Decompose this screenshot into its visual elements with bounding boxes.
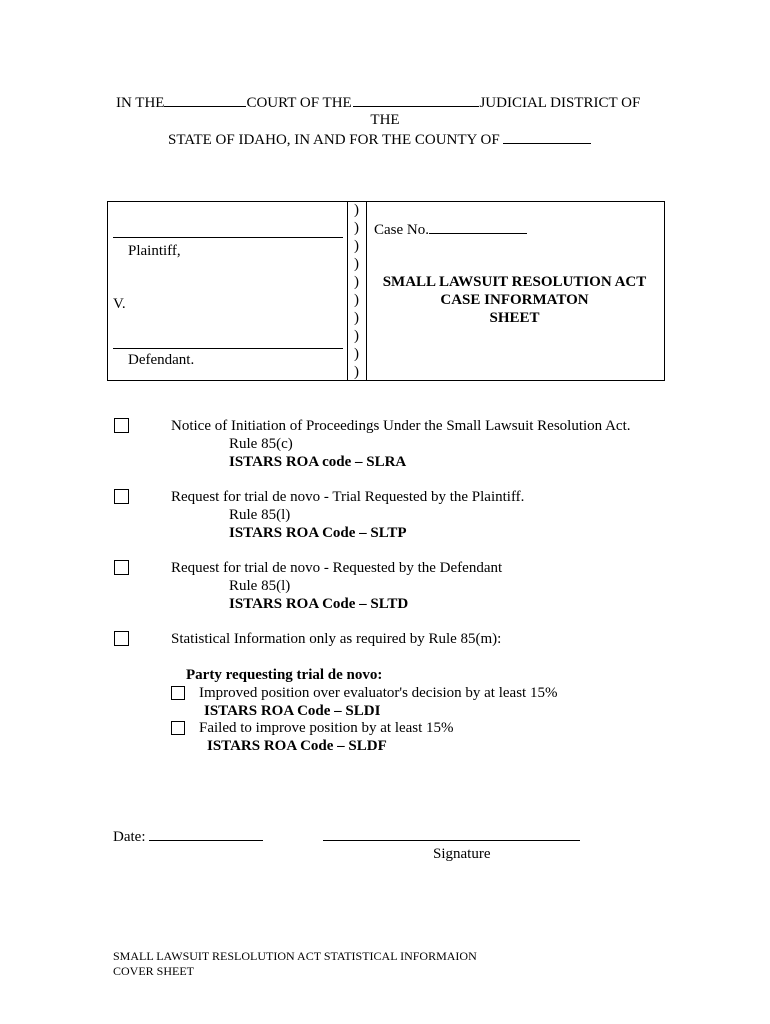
option-code: ISTARS ROA Code – SLTP [229, 525, 407, 541]
caption-paren: ) [354, 202, 359, 218]
option-rule: Rule 85(l) [229, 578, 291, 594]
header-court-of-the: COURT OF THE [246, 95, 352, 111]
signature-label: Signature [433, 846, 491, 862]
case-no-label: Case No. [374, 222, 429, 238]
option-rule: Rule 85(c) [229, 436, 293, 452]
county-name-blank[interactable] [503, 131, 591, 144]
stat-item-code: ISTARS ROA Code – SLDF [207, 738, 387, 754]
caption-paren: ) [354, 292, 359, 308]
header-judicial-district: JUDICIAL DISTRICT OF [479, 95, 641, 111]
district-number-blank[interactable] [353, 94, 479, 107]
option-code: ISTARS ROA code – SLRA [229, 454, 407, 470]
caption-paren: ) [354, 220, 359, 236]
caption-paren: ) [354, 346, 359, 362]
checkbox-improved-position[interactable] [171, 686, 185, 700]
court-name-blank[interactable] [164, 94, 246, 107]
court-header-line1 [116, 94, 640, 112]
case-no-blank[interactable] [429, 221, 527, 234]
signature-line[interactable] [323, 840, 580, 841]
plaintiff-label: Plaintiff, [128, 243, 181, 259]
court-header-line2: THE [370, 112, 400, 128]
option-text: Statistical Information only as required by Rule 85(m): [171, 631, 502, 647]
versus-label: V. [113, 296, 126, 312]
defendant-name-line[interactable] [113, 348, 343, 349]
header-state-county: STATE OF IDAHO, IN AND FOR THE COUNTY OF [168, 132, 500, 148]
court-header-line3 [168, 131, 591, 149]
stat-item-text: Failed to improve position by at least 15% [199, 720, 454, 736]
footer-line1: SMALL LAWSUIT RESLOLUTION ACT STATISTICAL INFORMAION [113, 949, 477, 963]
form-title-line2: CASE INFORMATON [440, 292, 589, 308]
checkbox-statistical-info[interactable] [114, 631, 129, 646]
plaintiff-name-line[interactable] [113, 237, 343, 238]
option-text: Request for trial de novo - Trial Requested by the Plaintiff. [171, 489, 525, 505]
checkbox-notice-of-initiation[interactable] [114, 418, 129, 433]
option-code: ISTARS ROA Code – SLTD [229, 596, 409, 612]
caption-paren: ) [354, 328, 359, 344]
option-text: Notice of Initiation of Proceedings Under the Small Lawsuit Resolution Act. [171, 418, 631, 434]
date-label: Date: [113, 829, 146, 845]
defendant-label: Defendant. [128, 352, 195, 368]
option-rule: Rule 85(l) [229, 507, 291, 523]
statistical-heading: Party requesting trial de novo: [186, 667, 383, 683]
date-field [113, 828, 263, 846]
checkbox-trial-plaintiff[interactable] [114, 489, 129, 504]
case-no-field [374, 221, 527, 239]
caption-paren: ) [354, 238, 359, 254]
footer-line2: COVER SHEET [113, 964, 194, 978]
caption-paren: ) [354, 364, 359, 380]
date-blank[interactable] [149, 828, 263, 841]
form-title-line3: SHEET [489, 310, 540, 326]
checkbox-trial-defendant[interactable] [114, 560, 129, 575]
stat-item-code: ISTARS ROA Code – SLDI [204, 703, 381, 719]
header-in-the: IN THE [116, 95, 165, 111]
caption-paren: ) [354, 274, 359, 290]
stat-item-text: Improved position over evaluator's decision by at least 15% [199, 685, 558, 701]
checkbox-failed-to-improve[interactable] [171, 721, 185, 735]
caption-paren: ) [354, 256, 359, 272]
option-text: Request for trial de novo - Requested by the Defendant [171, 560, 503, 576]
form-title-line1: SMALL LAWSUIT RESOLUTION ACT [382, 274, 647, 290]
caption-paren: ) [354, 310, 359, 326]
